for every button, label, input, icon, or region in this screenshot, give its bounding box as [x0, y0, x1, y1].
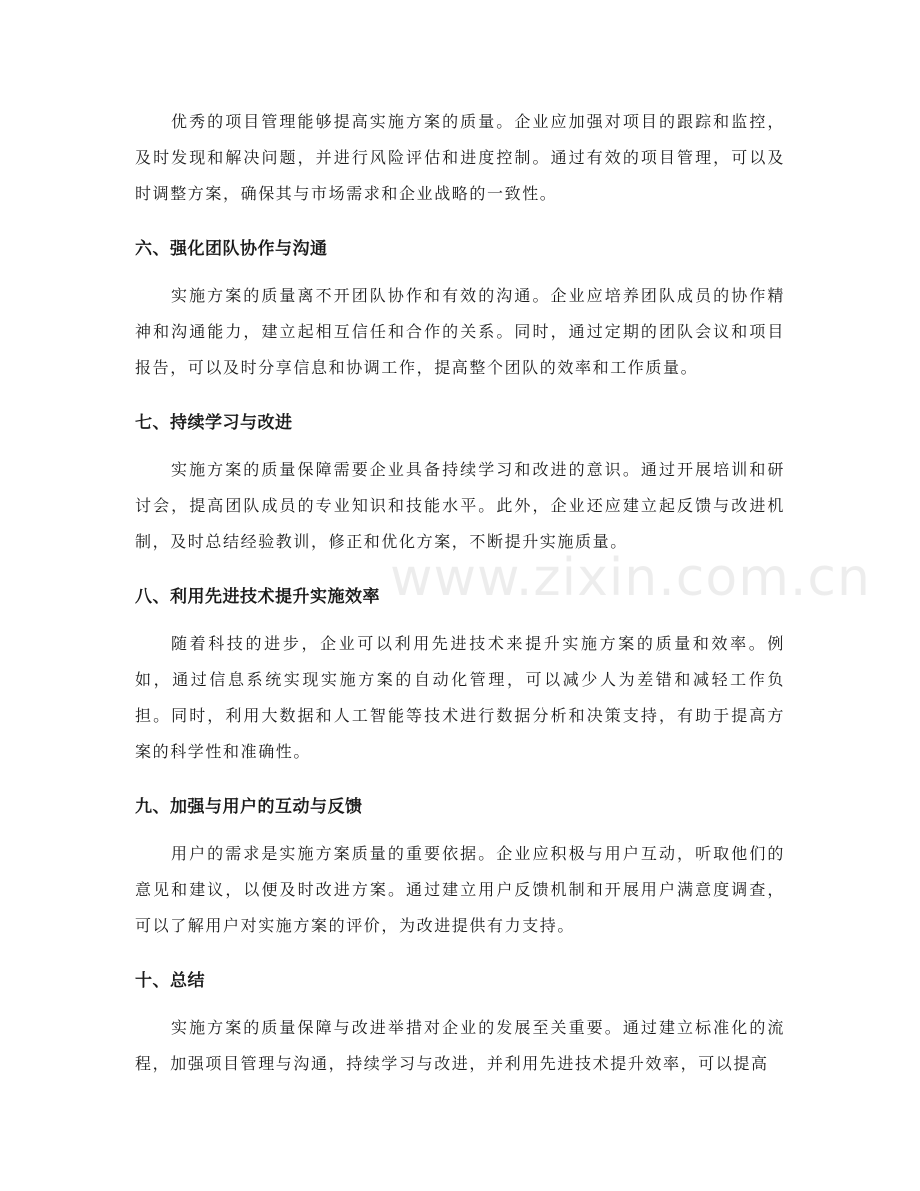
heading-section-6: 六、强化团队协作与沟通 — [135, 239, 328, 259]
heading-section-7: 七、持续学习与改进 — [135, 413, 293, 433]
paragraph-section-8: 随着科技的进步，企业可以利用先进技术来提升实施方案的质量和效率。例如，通过信息系统实现实施方案的自动化管理，可以减少人为差错和减轻工作负担。同时，利用大数据和人工智能等技术进行数据分析和决策支持，有助于提高方案的科学性和准确性。 — [135, 634, 785, 761]
watermark-text: www.zixin.com.cn — [390, 548, 871, 608]
document-body — [135, 104, 785, 1082]
paragraph-project-management: 优秀的项目管理能够提高实施方案的质量。企业应加强对项目的跟踪和监控，及时发现和解决问题，并进行风险评估和进度控制。通过有效的项目管理，可以及时调整方案，确保其与市场需求和企业战略的一致性。 — [135, 112, 785, 203]
heading-section-9: 九、加强与用户的互动与反馈 — [135, 797, 363, 817]
paragraph-section-7: 实施方案的质量保障需要企业具备持续学习和改进的意识。通过开展培训和研讨会，提高团队成员的专业知识和技能水平。此外，企业还应建立起反馈与改进机制，及时总结经验教训，修正和优化方案，不断提升实施质量。 — [135, 460, 785, 551]
paragraph-section-6: 实施方案的质量离不开团队协作和有效的沟通。企业应培养团队成员的协作精神和沟通能力，建立起相互信任和合作的关系。同时，通过定期的团队会议和项目报告，可以及时分享信息和协调工作，提高整个团队的效率和工作质量。 — [135, 286, 785, 377]
paragraph-section-9: 用户的需求是实施方案质量的重要依据。企业应积极与用户互动，听取他们的意见和建议，以便及时改进方案。通过建立用户反馈机制和开展用户满意度调查，可以了解用户对实施方案的评价，为改进提供有力支持。 — [135, 844, 785, 935]
heading-section-10: 十、总结 — [135, 971, 205, 991]
paragraph-section-10: 实施方案的质量保障与改进举措对企业的发展至关重要。通过建立标准化的流程，加强项目管理与沟通，持续学习与改进，并利用先进技术提升效率，可以提高 — [135, 1018, 785, 1073]
heading-section-8: 八、利用先进技术提升实施效率 — [135, 587, 380, 607]
